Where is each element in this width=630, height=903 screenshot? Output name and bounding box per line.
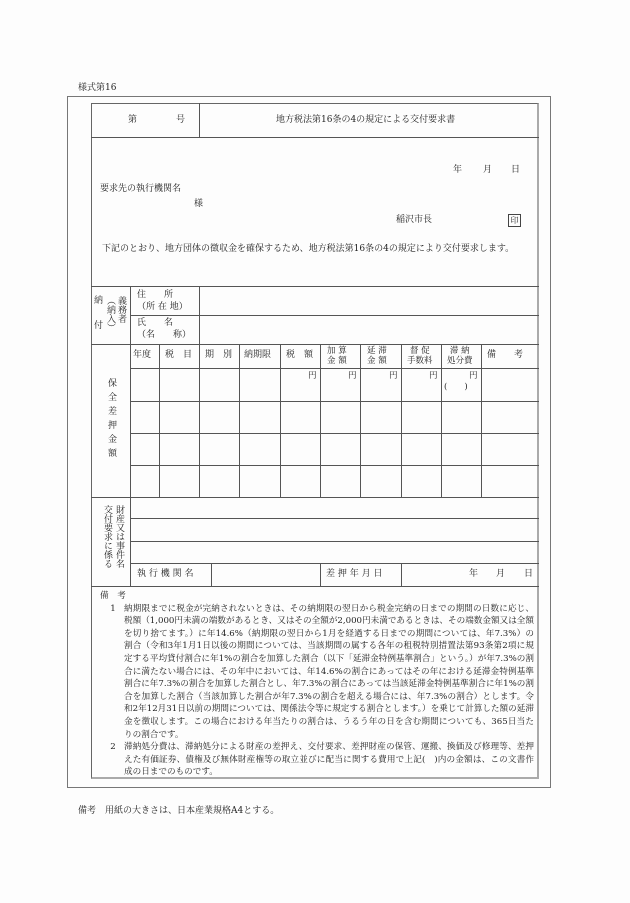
address-label: 住 所 bbox=[137, 290, 174, 300]
col-header-delinquency: 延 滞 金 額 bbox=[367, 346, 387, 366]
disposition-cost-paren: ( ) bbox=[444, 382, 468, 392]
note-item bbox=[102, 741, 534, 779]
note-number: 2 bbox=[110, 742, 116, 753]
divider bbox=[199, 344, 200, 497]
seizure-date-day: 日 bbox=[524, 569, 534, 579]
yen-unit: 円 bbox=[469, 371, 478, 381]
divider bbox=[130, 368, 539, 369]
divider bbox=[441, 344, 442, 497]
divider bbox=[91, 586, 539, 587]
agency-field[interactable] bbox=[212, 564, 319, 585]
date-month: 月 bbox=[483, 165, 493, 175]
divider bbox=[401, 344, 402, 497]
property-field-1[interactable] bbox=[131, 498, 538, 517]
col-header-period: 期 別 bbox=[205, 350, 233, 360]
property-field-2[interactable] bbox=[131, 519, 538, 540]
taxpayer-label-gimusha: 義務者 bbox=[116, 296, 126, 323]
amounts-side-label: 保全差押金額 bbox=[106, 378, 116, 462]
col-header-year: 年度 bbox=[133, 350, 152, 360]
seizure-date-year: 年 bbox=[469, 569, 479, 579]
col-header-tax-amount: 税 額 bbox=[286, 350, 314, 360]
col-header-due-date: 納期限 bbox=[244, 350, 272, 360]
divider bbox=[481, 344, 482, 497]
number-label-left: 第 bbox=[128, 115, 138, 125]
seal-mark: 印 bbox=[508, 214, 521, 227]
date-day: 日 bbox=[511, 165, 521, 175]
addressee-honorific: 様 bbox=[194, 199, 204, 209]
request-statement: 下記のとおり、地方団体の徴収金を確保するため、地方税法第16条の4の規定により交付要求します。 bbox=[102, 244, 515, 254]
yen-unit: 円 bbox=[348, 371, 357, 381]
document-title: 地方税法第16条の4の規定による交付要求書 bbox=[276, 115, 456, 125]
note-text: 滞納処分費は、滞納処分による財産の差押え、交付要求、差押財産の保管、運搬、換価及び修理等、差押えた有価証券、債権及び無体財産権等の取立並びに配当に関する費用で上記( )内の金額は、この文書作成の日までのものです。 bbox=[124, 742, 534, 778]
divider bbox=[130, 401, 539, 402]
divider bbox=[360, 344, 361, 497]
address-field[interactable] bbox=[200, 287, 538, 314]
request-side-label: 交付要求に係る bbox=[102, 505, 112, 568]
col-header-demand-fee: 督 促 手数料 bbox=[407, 346, 433, 366]
form-number: 様式第16 bbox=[78, 83, 117, 93]
footer-note: 備考 用紙の大きさは、日本産業規格A4とする。 bbox=[78, 806, 280, 816]
taxpayer-label-fu: 付 bbox=[94, 321, 104, 331]
taxpayer-label-nounyu: （納入） bbox=[105, 296, 115, 332]
divider bbox=[130, 286, 131, 586]
sender-name: 稲沢市長 bbox=[396, 215, 433, 225]
divider bbox=[130, 433, 539, 434]
note-item bbox=[102, 603, 534, 742]
col-header-tax-item: 税 目 bbox=[165, 350, 193, 360]
yen-unit: 円 bbox=[389, 371, 398, 381]
name-field[interactable] bbox=[200, 316, 538, 343]
notes-section bbox=[102, 590, 534, 779]
col-header-remarks: 備 考 bbox=[487, 350, 524, 360]
property-side-label: 財産又は事件名 bbox=[114, 505, 124, 568]
divider bbox=[320, 344, 321, 497]
divider bbox=[239, 344, 240, 497]
divider bbox=[130, 465, 539, 466]
name-label: 氏 名 bbox=[137, 318, 174, 328]
yen-unit: 円 bbox=[429, 371, 438, 381]
taxpayer-label-nou: 納 bbox=[94, 296, 104, 306]
agency-label: 執 行 機 関 名 bbox=[137, 569, 194, 579]
note-number: 1 bbox=[110, 603, 116, 614]
col-header-disposition-cost: 滞 納 処分費 bbox=[447, 346, 473, 366]
seizure-date-label: 差 押 年 月 日 bbox=[326, 569, 383, 579]
property-field-3[interactable] bbox=[131, 542, 538, 562]
date-year: 年 bbox=[453, 165, 463, 175]
divider bbox=[401, 563, 402, 586]
note-text: 納期限までに税金が完納されないときは、その納期限の翌日から税金完納の日までの期間の日数に応じ、税額（1,000円未満の端数があるとき、又はその全額が2,000円未満であるときは、その端数金額又は全額を切り捨てます。）に年14.6%（納期限の翌日から1月を経過する日までの期間については、年7.3%）の割合（令和3年1月1日以後の期間については、当該期間の属する各年の租税特別措置法第93条第2項に規定する平均貸付割合に年1%の割合を加算した割合（以下「延滞金特例基準割合」という。）が年7.3%の割合に満たない場合には、その年中においては、年14.6%の割合にあってはその年における延滞金特例基準割合に年7.3%の割合を加算した割合とし、年7.3%の割合にあっては当該延滞金特例基準割合に年1%の割合を加算した割合（当該加算した割合が年7.3%の割合を超える場合には、年7.3%の割合）とします。令和2年12月31日以前の期間については、関係法令等に規定する割合とします。）を乗じて計算した額の延滞金を徴収します。この場合における年当たりの割合は、うるう年の日を含む期間についても、365日当たりの割合です。 bbox=[124, 603, 534, 740]
name-sublabel: （名 称） bbox=[137, 330, 192, 340]
notes-heading: 備 考 bbox=[100, 591, 126, 601]
divider bbox=[159, 344, 160, 497]
divider bbox=[91, 137, 539, 138]
addressee-label: 要求先の執行機関名 bbox=[100, 184, 182, 194]
number-label-right: 号 bbox=[176, 115, 186, 125]
divider bbox=[199, 103, 200, 137]
col-header-additional: 加 算 金 額 bbox=[327, 346, 347, 366]
divider bbox=[280, 344, 281, 497]
divider bbox=[130, 563, 539, 564]
yen-unit: 円 bbox=[308, 371, 317, 381]
divider bbox=[320, 563, 321, 586]
seizure-date-month: 月 bbox=[496, 569, 506, 579]
address-sublabel: （所 在 地） bbox=[137, 302, 188, 312]
